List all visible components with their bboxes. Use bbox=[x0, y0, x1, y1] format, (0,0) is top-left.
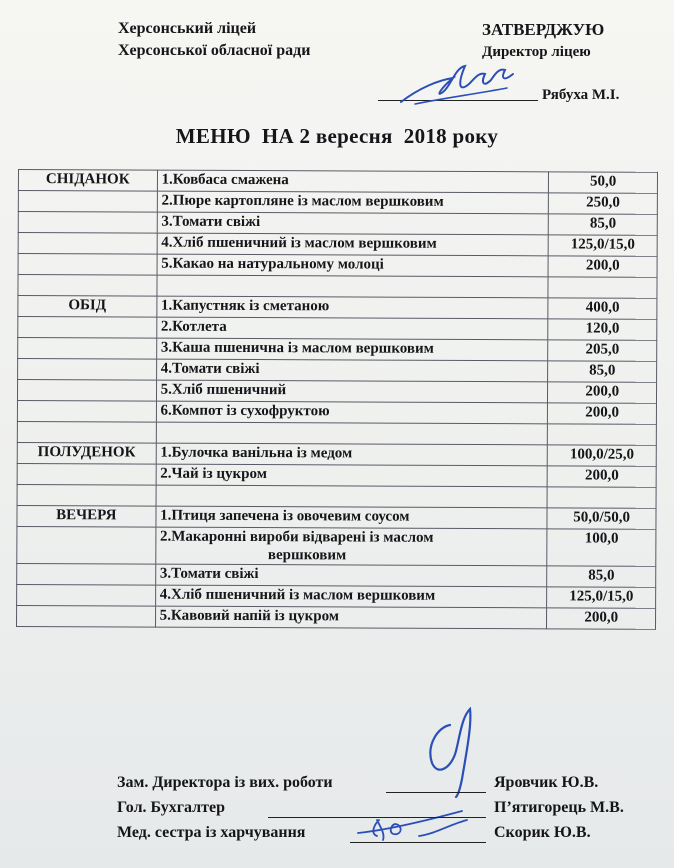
qty-cell: 200,0 bbox=[548, 256, 657, 277]
dish-text: 2.Макаронні вироби відварені із маслом bbox=[159, 528, 434, 546]
table-row bbox=[17, 605, 656, 629]
qty-cell: 125,0/15,0 bbox=[547, 587, 656, 608]
qty-cell: 400,0 bbox=[548, 298, 657, 319]
table-row bbox=[18, 338, 657, 362]
dish-cell: 5.Какао на натуральному молоці bbox=[157, 254, 549, 277]
dish-cell: 3.Каша пшенична із маслом вершковим bbox=[156, 338, 548, 361]
meal-name: ВЕЧЕРЯ bbox=[17, 505, 156, 527]
dish-cell: 3.Томати свіжі bbox=[155, 564, 547, 587]
meal-cell-empty bbox=[18, 317, 157, 339]
dish-cell: 2.Пюре картопляне із маслом вершковим bbox=[157, 191, 549, 214]
table-row bbox=[17, 584, 656, 608]
signature-line-nurse bbox=[350, 842, 486, 843]
qty-cell: 125,0/15,0 bbox=[549, 235, 658, 256]
table-row bbox=[17, 400, 656, 424]
qty-cell: 200,0 bbox=[547, 608, 656, 629]
table-row bbox=[17, 442, 656, 466]
dish-cell-multiline bbox=[155, 527, 547, 566]
dish-cell: 4.Хліб пшеничний із маслом вершковим bbox=[155, 585, 547, 608]
meal-cell-empty bbox=[17, 380, 156, 402]
qty-cell: 85,0 bbox=[548, 361, 657, 382]
footer-position-accountant: Гол. Бухгалтер bbox=[117, 799, 225, 816]
dish-cell: 5.Кавовий напій із цукром bbox=[155, 606, 547, 629]
table-row bbox=[18, 191, 657, 215]
dish-cell: 5.Хліб пшеничний bbox=[156, 380, 548, 403]
footer-position-deputy: Зам. Директора із вих. роботи bbox=[117, 774, 333, 791]
signature-line-accountant bbox=[268, 817, 486, 818]
qty-cell: 85,0 bbox=[547, 566, 656, 587]
director-signature bbox=[395, 58, 525, 110]
spacer-row bbox=[18, 275, 657, 299]
table-row bbox=[18, 233, 657, 257]
dish-cell: 4.Томати свіжі bbox=[156, 359, 548, 382]
dish-cell: 2.Котлета bbox=[156, 317, 548, 340]
table-row bbox=[18, 254, 657, 278]
meal-cell-empty bbox=[18, 212, 157, 234]
qty-cell: 120,0 bbox=[548, 319, 657, 340]
institution-line2: Херсонської обласної ради bbox=[118, 42, 311, 59]
dish-cell: 1.Булочка ванільна із медом bbox=[156, 443, 548, 466]
qty-cell: 50,0/50,0 bbox=[547, 508, 656, 529]
dish-cell: 2.Чай із цукром bbox=[156, 464, 548, 487]
spacer-row bbox=[17, 421, 656, 445]
qty-cell: 200,0 bbox=[548, 382, 657, 403]
qty-cell: 200,0 bbox=[547, 466, 656, 487]
table-row bbox=[18, 296, 657, 320]
qty-cell: 100,0 bbox=[547, 529, 656, 566]
table-row bbox=[17, 563, 656, 587]
table-row bbox=[17, 380, 656, 404]
meal-cell-empty bbox=[17, 584, 156, 606]
meal-cell-empty bbox=[18, 254, 157, 276]
approver-name: Рябуха М.І. bbox=[542, 87, 620, 103]
accountant-signature bbox=[350, 805, 470, 845]
table-row bbox=[18, 170, 657, 194]
qty-cell: 85,0 bbox=[549, 214, 658, 235]
institution-line1: Херсонський ліцей bbox=[118, 20, 257, 37]
dish-cell: 3.Томати свіжі bbox=[157, 212, 549, 235]
meal-cell-empty bbox=[18, 191, 157, 213]
footer-name-accountant: П’ятигорець М.В. bbox=[494, 799, 624, 816]
meal-cell-empty bbox=[17, 526, 156, 564]
approve-label: ЗАТВЕРДЖУЮ bbox=[482, 20, 605, 39]
dish-cell: 4.Хліб пшеничний із маслом вершковим bbox=[157, 233, 549, 256]
footer-name-deputy: Яровчик Ю.В. bbox=[494, 774, 599, 791]
footer-name-nurse: Скорик Ю.В. bbox=[494, 824, 591, 841]
deputy-signature bbox=[412, 705, 492, 800]
menu-table bbox=[16, 169, 658, 630]
footer-position-nurse: Мед. сестра із харчування bbox=[117, 824, 306, 841]
meal-cell-empty bbox=[17, 463, 156, 485]
table-row bbox=[17, 526, 656, 566]
table-row bbox=[18, 359, 657, 383]
table-row bbox=[17, 505, 656, 529]
meal-cell-empty bbox=[18, 338, 157, 360]
approver-signature-line bbox=[378, 100, 538, 101]
meal-name: СНІДАНОК bbox=[18, 170, 157, 192]
dish-cell: 6.Компот із сухофруктою bbox=[156, 401, 548, 424]
dish-text-continued: вершковим bbox=[267, 547, 347, 564]
table-row bbox=[18, 317, 657, 341]
meal-cell-empty bbox=[17, 563, 156, 585]
table-row bbox=[17, 463, 656, 487]
dish-cell: 1.Ковбаса смажена bbox=[157, 170, 549, 193]
approver-position: Директор ліцею bbox=[482, 44, 591, 60]
spacer-row bbox=[17, 484, 656, 508]
qty-cell: 250,0 bbox=[549, 193, 658, 214]
qty-cell: 50,0 bbox=[549, 172, 658, 193]
qty-cell: 205,0 bbox=[548, 340, 657, 361]
dish-cell: 1.Капустняк із сметаною bbox=[156, 296, 548, 319]
meal-cell-empty bbox=[18, 233, 157, 255]
dish-cell: 1.Птиця запечена із овочевим соусом bbox=[156, 506, 548, 529]
table-row bbox=[18, 212, 657, 236]
qty-cell: 200,0 bbox=[548, 403, 657, 424]
meal-cell-empty bbox=[17, 605, 156, 627]
menu-title: МЕНЮ НА 2 вересня 2018 року bbox=[175, 124, 499, 148]
qty-cell: 100,0/25,0 bbox=[548, 445, 657, 466]
meal-cell-empty bbox=[18, 359, 157, 381]
signature-line-deputy bbox=[386, 792, 486, 793]
meal-name: ПОЛУДЕНОК bbox=[17, 442, 156, 464]
meal-cell-empty bbox=[17, 400, 156, 422]
meal-name: ОБІД bbox=[18, 296, 157, 318]
